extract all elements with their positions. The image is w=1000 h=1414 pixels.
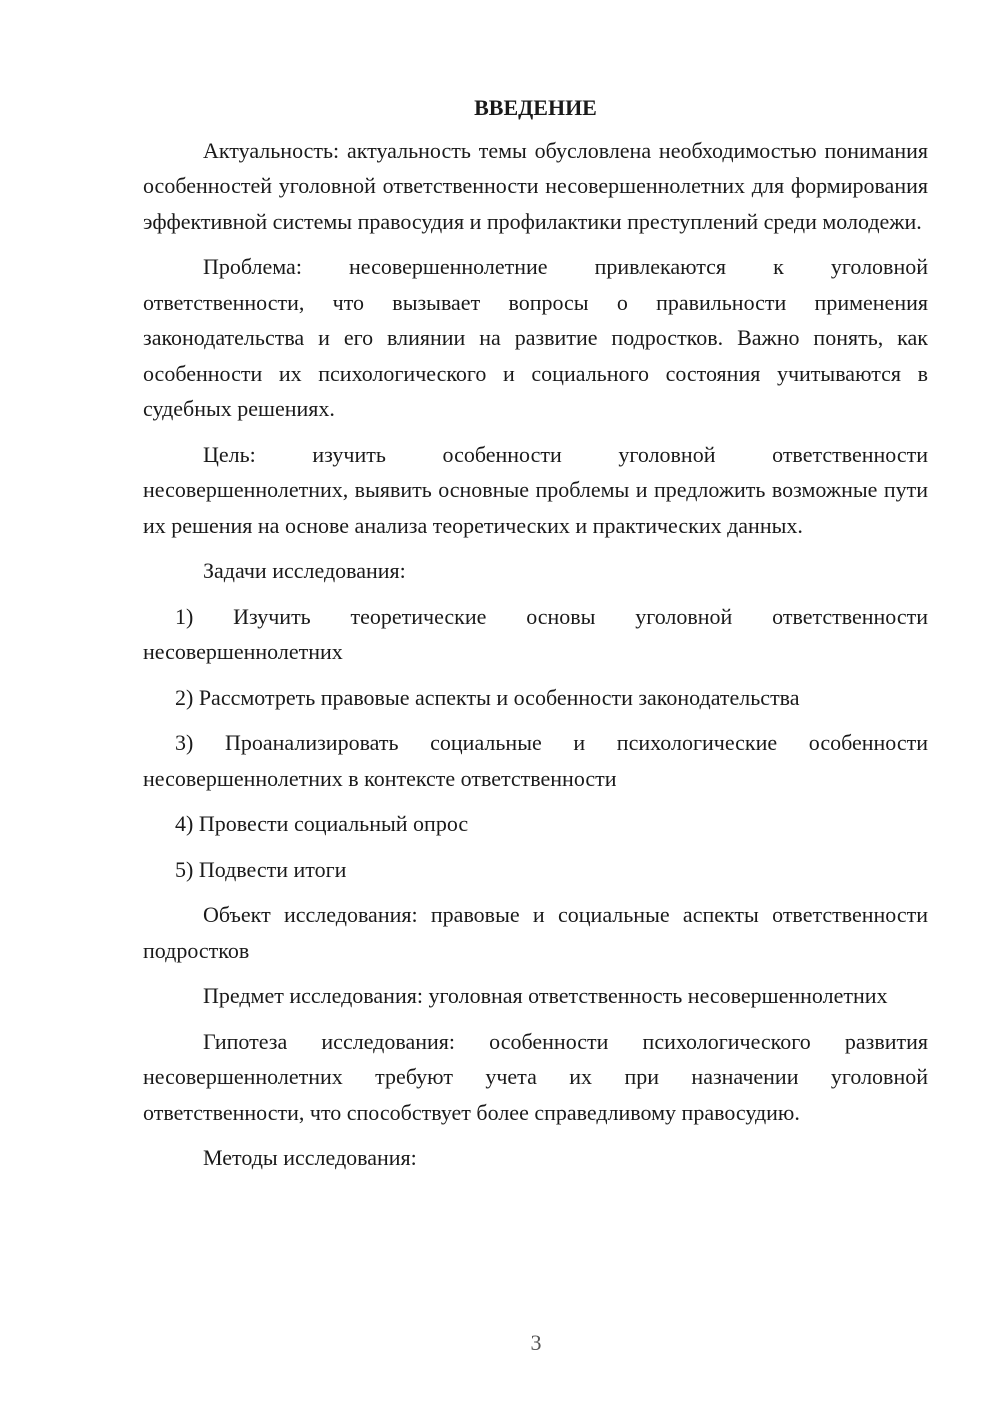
page-number: 3 bbox=[530, 1330, 542, 1355]
page-title: ВВЕДЕНИЕ bbox=[474, 95, 597, 120]
paragraph-goal: Цель: изучить особенности уголовной ответственности несовершеннолетних, выявить основные проблемы и предложить возможные пути их решения на основе анализа теоретических и практических данных. bbox=[143, 441, 928, 538]
task-item-4: 4) Провести социальный опрос bbox=[175, 811, 469, 836]
paragraph-problem: Проблема: несовершеннолетние привлекаются к уголовной ответственности, что вызывает вопросы о правильности применения законодательства и его влиянии на развитие подростков. Важно понять, как особенности их психологического и социального состояния учитываются в судебных решениях. bbox=[143, 254, 928, 421]
paragraph-methods: Методы исследования: bbox=[203, 1145, 417, 1170]
task-item-2: 2) Рассмотреть правовые аспекты и особенности законодательства bbox=[175, 684, 800, 710]
task-item-3: 3) Проанализировать социальные и психологические особенности несовершеннолетних в контексте ответственности bbox=[143, 730, 928, 791]
paragraph-subject: Предмет исследования: уголовная ответственность несовершеннолетних bbox=[203, 983, 888, 1008]
page-content bbox=[143, 90, 928, 1186]
task-item-5: 5) Подвести итоги bbox=[175, 856, 347, 882]
paragraph-hypothesis: Гипотеза исследования: особенности психологического развития несовершеннолетних требуют учета их при назначении уголовной ответственности, что способствует более справедливому правосудию. bbox=[143, 1028, 928, 1125]
task-item-1: 1) Изучить теоретические основы уголовной ответственности несовершеннолетних bbox=[143, 603, 928, 664]
paragraph-object: Объект исследования: правовые и социальные аспекты ответственности подростков bbox=[143, 902, 928, 963]
paragraph-relevance: Актуальность: актуальность темы обусловлена необходимостью понимания особенностей уголовной ответственности несовершеннолетних для формирования эффективной системы правосудия и профилактики преступлений среди молодежи. bbox=[143, 137, 928, 234]
paragraph-tasks-heading: Задачи исследования: bbox=[203, 558, 406, 583]
